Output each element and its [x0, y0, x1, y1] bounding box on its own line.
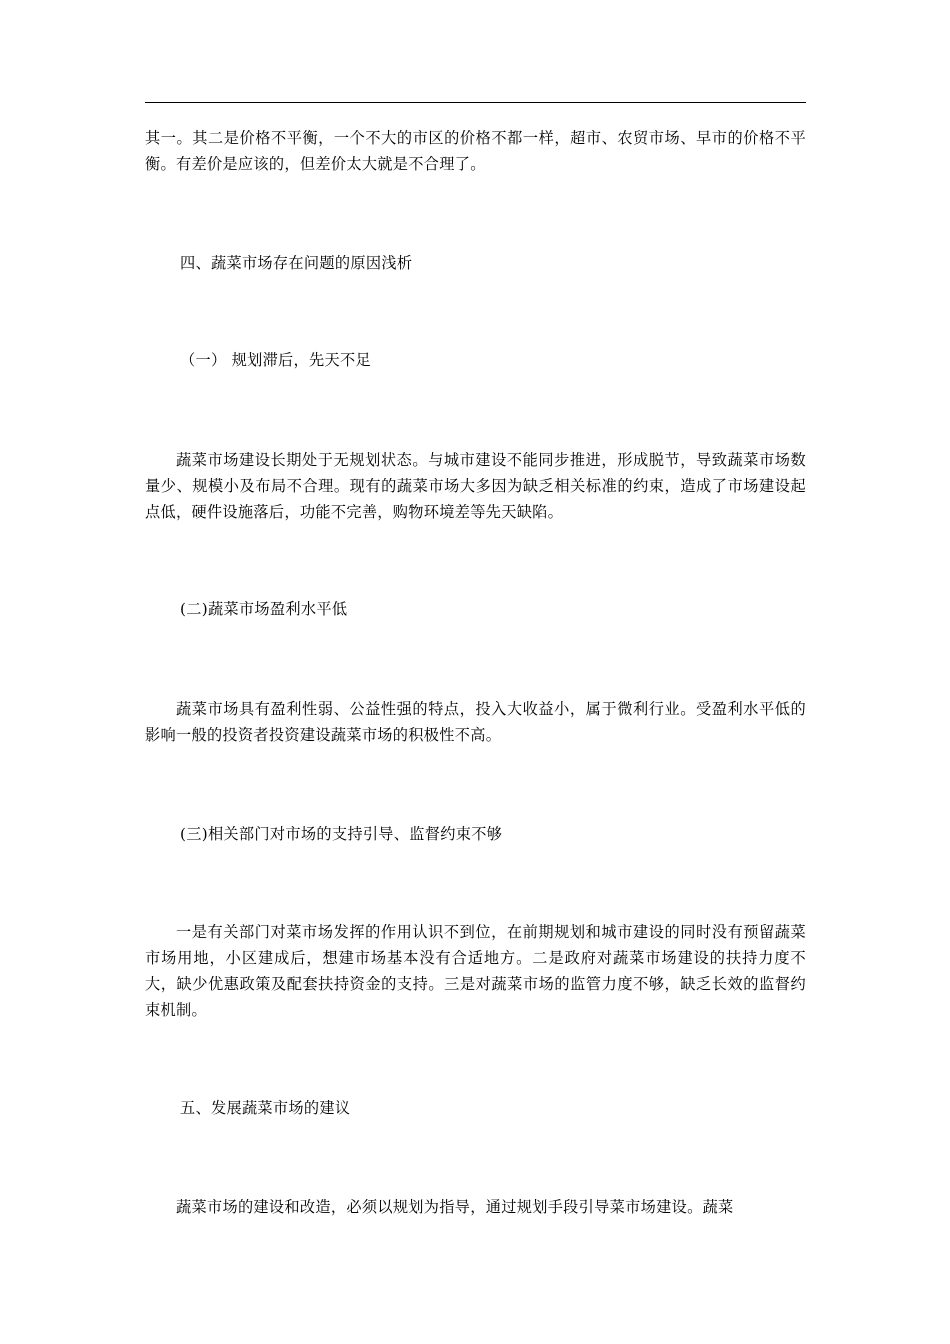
section-5-body-start: 蔬菜市场的建设和改造，必须以规划为指导，通过规划手段引导菜市场建设。蔬菜 [176, 1198, 734, 1216]
section-4-heading: 四、蔬菜市场存在问题的原因浅析 [180, 254, 413, 272]
subsection-2-body: 蔬菜市场具有盈利性弱、公益性强的特点，投入大收益小，属于微利行业。受盈利水平低的影响一般的投资者投资建设蔬菜市场的积极性不高。 [145, 700, 806, 744]
subsection-3-heading: (三)相关部门对市场的支持引导、监督约束不够 [180, 825, 503, 843]
subsection-3-body: 一是有关部门对菜市场发挥的作用认识不到位，在前期规划和城市建设的同时没有预留蔬菜市场用地，小区建成后，想建市场基本没有合适地方。二是政府对蔬菜市场建设的扶持力度不大，缺少优惠政策及配套扶持资金的支持。三是对蔬菜市场的监管力度不够，缺乏长效的监督约束机制。 [145, 923, 806, 1019]
continuation-paragraph: 其一。其二是价格不平衡，一个不大的市区的价格不都一样，超市、农贸市场、早市的价格不平衡。有差价是应该的，但差价太大就是不合理了。 [145, 129, 806, 173]
subsection-2-heading: (二)蔬菜市场盈利水平低 [180, 600, 348, 618]
header-rule [145, 102, 806, 103]
subsection-1-body: 蔬菜市场建设长期处于无规划状态。与城市建设不能同步推进，形成脱节，导致蔬菜市场数量少、规模小及布局不合理。现有的蔬菜市场大多因为缺乏相关标准的约束，造成了市场建设起点低，硬件设施落后，功能不完善，购物环境差等先天缺陷。 [145, 451, 806, 521]
subsection-1-heading: （一） 规划滞后，先天不足 [180, 351, 371, 369]
section-5-heading: 五、发展蔬菜市场的建议 [180, 1099, 351, 1117]
